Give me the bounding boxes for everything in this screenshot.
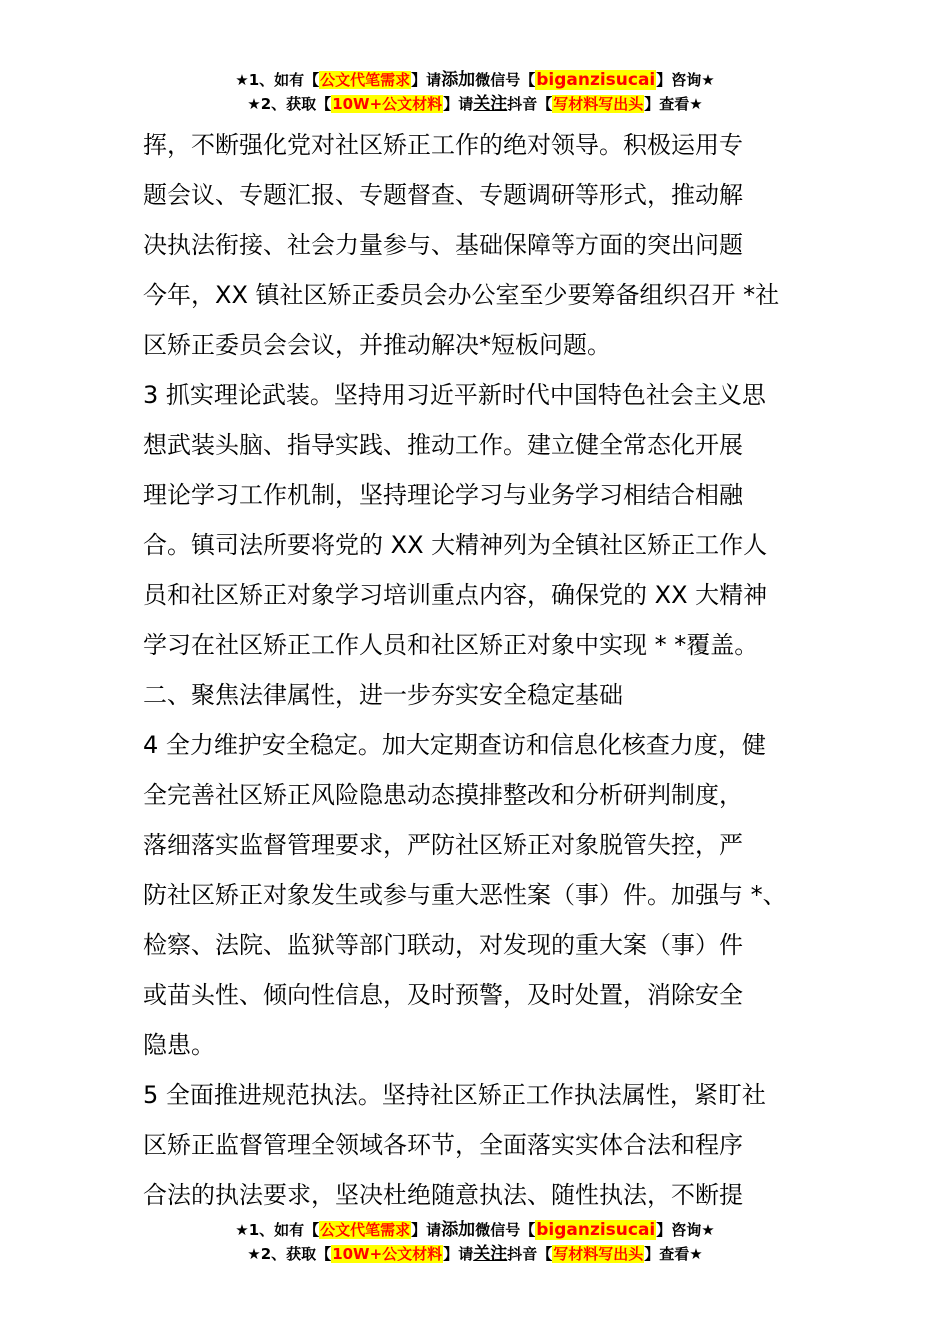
- banner-line-1: [0, 68, 950, 92]
- body-line: 防社区矫正对象发生或参与重大恶性案（事）件。加强与 *、: [143, 881, 787, 909]
- banner-text: ★1、如有【: [235, 71, 320, 89]
- body-line: 区矫正监督管理全领域各环节，全面落实实体合法和程序: [143, 1131, 743, 1159]
- footer-banner: [0, 1218, 950, 1266]
- body-line: 3 抓实理论武装。坚持用习近平新时代中国特色社会主义思: [143, 381, 766, 409]
- body-line: 合。镇司法所要将党的 XX 大精神列为全镇社区矫正工作人: [143, 531, 768, 559]
- banner-emphasis: 添加: [441, 1220, 476, 1240]
- banner-highlight: 公文代笔需求: [320, 1221, 411, 1239]
- body-line: 题会议、专题汇报、专题督查、专题调研等形式，推动解: [143, 181, 743, 209]
- section-heading: 二、聚焦法律属性，进一步夯实安全稳定基础: [143, 681, 623, 709]
- banner-text: 】请: [443, 1245, 474, 1263]
- banner-text: ★2、获取【: [247, 1245, 332, 1263]
- banner-highlight: 10W+公文材料: [332, 95, 443, 113]
- banner-text: 】请: [411, 1221, 442, 1239]
- body-line: 挥，不断强化党对社区矫正工作的绝对领导。积极运用专: [143, 131, 743, 159]
- banner-highlight: 10W+公文材料: [332, 1245, 443, 1263]
- banner-text: 】查看★: [644, 1245, 703, 1263]
- body-line: 5 全面推进规范执法。坚持社区矫正工作执法属性，紧盯社: [143, 1081, 766, 1109]
- banner-highlight: 写材料写出头: [553, 1245, 644, 1263]
- banner-line-1: [0, 1218, 950, 1242]
- body-line: 合法的执法要求，坚决杜绝随意执法、随性执法，不断提: [143, 1181, 743, 1209]
- banner-emphasis: 关注: [473, 1244, 508, 1264]
- header-banner: [0, 68, 950, 116]
- banner-text: 抖音【: [507, 95, 553, 113]
- banner-text: ★1、如有【: [235, 1221, 320, 1239]
- banner-highlight: biganzisucai: [536, 1220, 656, 1240]
- banner-text: ★2、获取【: [247, 95, 332, 113]
- body-line: 落细落实监督管理要求，严防社区矫正对象脱管失控，严: [143, 831, 743, 859]
- body-line: 学习在社区矫正工作人员和社区矫正对象中实现 * *覆盖。: [143, 631, 759, 659]
- body-line: 或苗头性、倾向性信息，及时预警，及时处置，消除安全: [143, 981, 743, 1009]
- body-line: 4 全力维护安全稳定。加大定期查访和信息化核查力度，健: [143, 731, 766, 759]
- body-line: 理论学习工作机制，坚持理论学习与业务学习相结合相融: [143, 481, 743, 509]
- banner-text: 】咨询★: [656, 1221, 715, 1239]
- banner-line-2: [0, 92, 950, 116]
- body-line: 全完善社区矫正风险隐患动态摸排整改和分析研判制度，: [143, 781, 743, 809]
- body-line: 想武装头脑、指导实践、推动工作。建立健全常态化开展: [143, 431, 743, 459]
- document-body: [143, 120, 815, 1220]
- banner-text: 】咨询★: [656, 71, 715, 89]
- banner-text: 微信号【: [475, 71, 536, 89]
- banner-highlight: biganzisucai: [536, 70, 656, 90]
- body-line: 隐患。: [143, 1031, 215, 1059]
- banner-emphasis: 添加: [441, 70, 476, 90]
- banner-line-2: [0, 1242, 950, 1266]
- body-line: 检察、法院、监狱等部门联动，对发现的重大案（事）件: [143, 931, 743, 959]
- body-line: 区矫正委员会会议，并推动解决*短板问题。: [143, 331, 611, 359]
- banner-text: 抖音【: [507, 1245, 553, 1263]
- body-line: 员和社区矫正对象学习培训重点内容，确保党的 XX 大精神: [143, 581, 768, 609]
- banner-text: 】查看★: [644, 95, 703, 113]
- banner-text: 微信号【: [475, 1221, 536, 1239]
- body-line: 今年，XX 镇社区矫正委员会办公室至少要筹备组织召开 *社: [143, 281, 780, 309]
- body-line: 决执法衔接、社会力量参与、基础保障等方面的突出问题: [143, 231, 743, 259]
- banner-emphasis: 关注: [473, 94, 508, 114]
- banner-text: 】请: [411, 71, 442, 89]
- banner-highlight: 写材料写出头: [553, 95, 644, 113]
- banner-highlight: 公文代笔需求: [320, 71, 411, 89]
- banner-text: 】请: [443, 95, 474, 113]
